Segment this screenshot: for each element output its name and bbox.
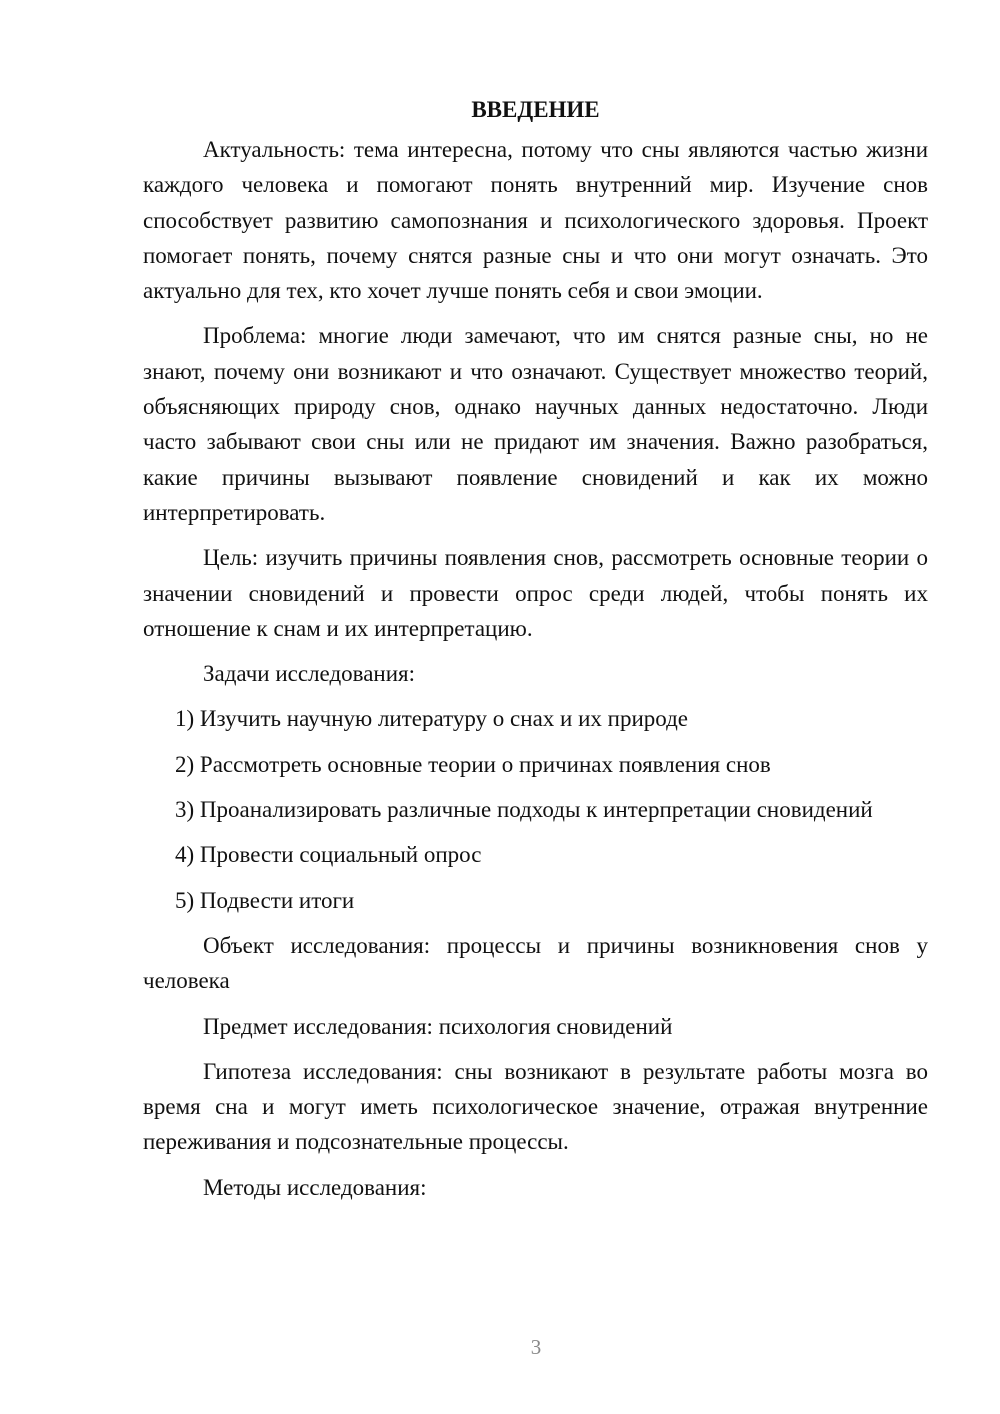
paragraph-subject: Предмет исследования: психология сновидений — [203, 1013, 673, 1039]
paragraph-relevance: Актуальность: тема интересна, потому что сны являются частью жизни каждого человека и помогают понять внутренний мир. Изучение снов способствует развитию самопознания и психологического здоровья. Проект помогает понять, почему снятся разные сны и что они могут означать. Это актуально для тех, кто хочет лучше понять себя и свои эмоции. — [143, 137, 928, 304]
task-item-1: 1) Изучить научную литературу о снах и их природе — [175, 706, 689, 732]
paragraph-problem: Проблема: многие люди замечают, что им снятся разные сны, но не знают, почему они возникают и что означают. Существует множество теорий, объясняющих природу снов, однако научных данных недостаточно. Люди часто забывают свои сны или не придают им значения. Важно разобраться, какие причины вызывают появление сновидений и как их можно интерпретировать. — [143, 323, 928, 525]
paragraph-object: Объект исследования: процессы и причины возникновения снов у человека — [143, 932, 928, 994]
page-number: 3 — [530, 1335, 542, 1359]
task-item-5: 5) Подвести итоги — [175, 887, 355, 913]
paragraph-methods: Методы исследования: — [203, 1174, 427, 1200]
task-item-4: 4) Провести социальный опрос — [175, 842, 482, 868]
task-item-3: 3) Проанализировать различные подходы к интерпретации сновидений — [175, 797, 873, 823]
paragraph-hypothesis: Гипотеза исследования: сны возникают в результате работы мозга во время сна и могут иметь психологическое значение, отражая внутренние переживания и подсознательные процессы. — [143, 1058, 928, 1155]
task-item-2: 2) Рассмотреть основные теории о причинах появления снов — [175, 751, 771, 777]
page-heading: ВВЕДЕНИЕ — [471, 97, 600, 122]
paragraph-tasks-intro: Задачи исследования: — [203, 661, 416, 687]
paragraph-goal: Цель: изучить причины появления снов, рассмотреть основные теории о значении сновидений и провести опрос среди людей, чтобы понять их отношение к снам и их интерпретацию. — [143, 545, 928, 641]
page-content — [143, 92, 928, 1215]
